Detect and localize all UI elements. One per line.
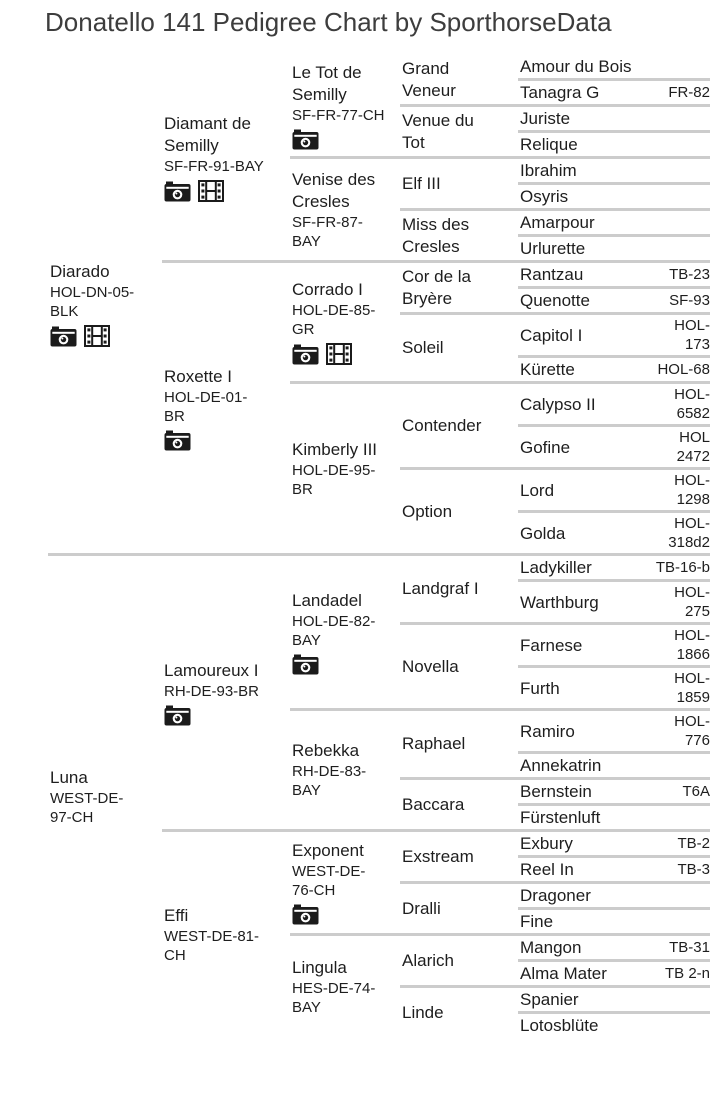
horse-name[interactable]: Corrado I	[292, 280, 363, 299]
pedigree-entry-furstenluft	[518, 806, 710, 829]
pedigree-branch-grand-veneur	[400, 55, 710, 104]
horse-name[interactable]: Lotosblüte	[520, 1016, 599, 1035]
horse-name[interactable]: Fürstenluft	[520, 808, 601, 827]
pedigree-entry-reel-in	[518, 858, 710, 881]
pedigree-entry-ramiro	[518, 711, 710, 751]
pedigree-branch-baccara	[400, 780, 710, 829]
ancestor-group	[400, 263, 710, 381]
pedigree-entry-amarpour	[518, 211, 710, 234]
ancestor-group	[518, 832, 710, 881]
horse-cell-diarado	[48, 55, 162, 553]
horse-cell-landadel	[290, 556, 400, 708]
horse-name[interactable]: Venue du Tot	[402, 110, 474, 152]
horse-name[interactable]: Lingula	[292, 957, 347, 977]
ancestor-group	[518, 470, 710, 553]
horse-name[interactable]: Dragoner	[520, 886, 591, 905]
pedigree-entry-capitol-i	[518, 315, 710, 355]
horse-name[interactable]: Lord	[520, 480, 555, 500]
horse-name[interactable]: Exbury	[520, 834, 573, 853]
pedigree-entry-quenotte	[518, 289, 710, 312]
horse-name[interactable]: Juriste	[520, 109, 571, 128]
pedigree-branch-lamoureux-i	[162, 556, 710, 829]
camera-icon[interactable]	[50, 326, 77, 347]
horse-name[interactable]: Venise des Cresles	[292, 169, 376, 211]
pedigree-branch-luna	[48, 556, 710, 1037]
pedigree-chart	[48, 55, 710, 1037]
horse-name[interactable]: Bernstein	[520, 782, 592, 801]
horse-reg-code: HOL-DE-95-BR	[292, 461, 376, 498]
horse-reg-code: WEST-DE-97-CH	[50, 789, 124, 826]
pedigree-entry-urlurette	[518, 237, 710, 260]
ancestor-group	[400, 711, 710, 829]
horse-cell-elf-iii	[400, 159, 518, 208]
ancestor-group	[400, 556, 710, 708]
horse-reg-code: HOL-1866	[674, 627, 710, 663]
horse-reg-code: HOL-776	[674, 713, 710, 749]
horse-reg-code: HOL-DE-85-GR	[292, 302, 376, 338]
ancestor-group	[518, 384, 710, 467]
pedigree-branch-option	[400, 470, 710, 553]
horse-reg-code: SF-FR-77-CH	[292, 106, 385, 124]
camera-icon[interactable]	[292, 654, 319, 675]
horse-cell-dralli	[400, 884, 518, 933]
film-icon[interactable]	[326, 343, 352, 365]
horse-name[interactable]: Osyris	[520, 187, 569, 206]
horse-name[interactable]: Rantzau	[520, 265, 584, 284]
ancestor-group	[400, 384, 710, 553]
horse-name[interactable]: Rebekka	[292, 741, 360, 760]
pedigree-entry-dragoner	[518, 884, 710, 907]
pedigree-entry-farnese	[518, 625, 710, 665]
horse-cell-rebekka	[290, 711, 400, 829]
horse-reg-code: HOL-DE-01-BR	[164, 388, 248, 425]
pedigree-entry-amour-du-bois	[518, 55, 710, 78]
pedigree-entry-calypso-ii	[518, 384, 710, 424]
ancestor-group	[518, 55, 710, 104]
horse-name[interactable]: Relique	[520, 135, 578, 154]
horse-cell-exponent	[290, 832, 400, 933]
horse-name[interactable]: Miss des Cresles	[402, 214, 470, 256]
horse-name[interactable]: Dralli	[402, 898, 441, 918]
horse-cell-contender	[400, 384, 518, 467]
horse-name[interactable]: Soleil	[402, 338, 444, 357]
ancestor-group	[518, 988, 710, 1037]
ancestor-group	[518, 107, 710, 156]
horse-reg-code: HOL-275	[674, 584, 710, 620]
horse-name[interactable]: Luna	[50, 767, 88, 787]
horse-cell-soleil	[400, 315, 518, 381]
pedigree-entry-lotosblute	[518, 1014, 710, 1037]
media-icons	[292, 654, 319, 675]
horse-reg-code: HOL-68	[657, 361, 710, 378]
pedigree-entry-furth	[518, 668, 710, 708]
horse-name[interactable]: Exstream	[402, 846, 474, 866]
horse-reg-code: TB-16-b	[655, 559, 710, 576]
pedigree-entry-osyris	[518, 185, 710, 208]
horse-cell-effi	[162, 832, 290, 1037]
pedigree-branch-landadel	[290, 556, 710, 708]
horse-cell-exstream	[400, 832, 518, 881]
pedigree-entry-relique	[518, 133, 710, 156]
horse-cell-corrado-i	[290, 263, 400, 381]
pedigree-entry-bernstein	[518, 780, 710, 803]
horse-reg-code: HOL-1859	[674, 670, 710, 706]
horse-name[interactable]: Reel In	[520, 860, 574, 879]
ancestor-group	[518, 780, 710, 829]
horse-name[interactable]: Farnese	[520, 635, 583, 655]
horse-cell-venise-des-cresles	[290, 159, 400, 260]
horse-name[interactable]: Urlurette	[520, 239, 586, 258]
horse-cell-le-tot-de-semilly	[290, 55, 400, 156]
horse-reg-code: WEST-DE-76-CH	[292, 863, 366, 899]
pedigree-branch-diarado	[48, 55, 710, 553]
horse-reg-code: HOL-173	[674, 317, 710, 353]
camera-icon[interactable]	[164, 181, 191, 202]
camera-icon[interactable]	[164, 430, 191, 451]
horse-name[interactable]: Mangon	[520, 938, 582, 957]
horse-reg-code: RH-DE-83-BAY	[292, 763, 367, 799]
pedigree-entry-warthburg	[518, 582, 710, 622]
pedigree-entry-golda	[518, 513, 710, 553]
media-icons	[164, 430, 191, 451]
horse-name[interactable]: Landadel	[292, 590, 362, 610]
horse-reg-code: HOL 2472	[676, 429, 710, 465]
horse-cell-grand-veneur	[400, 55, 518, 104]
pedigree-entry-annekatrin	[518, 754, 710, 777]
pedigree-branch-alarich	[400, 936, 710, 985]
ancestor-group	[518, 263, 710, 312]
horse-reg-code: HOL-DE-82-BAY	[292, 612, 376, 649]
horse-cell-luna	[48, 556, 162, 1037]
horse-reg-code: TB-23	[669, 266, 710, 283]
pedigree-branch-cor-de-la-bryere	[400, 263, 710, 312]
pedigree-branch-lingula	[290, 936, 710, 1037]
horse-cell-alarich	[400, 936, 518, 985]
pedigree-entry-tanagra-g	[518, 81, 710, 104]
pedigree-entry-rantzau	[518, 263, 710, 286]
horse-reg-code: T6A	[682, 783, 710, 800]
ancestor-group	[518, 159, 710, 208]
pedigree-entry-exbury	[518, 832, 710, 855]
horse-reg-code: TB-31	[669, 939, 710, 956]
horse-name[interactable]: Exponent	[292, 841, 364, 860]
horse-name[interactable]: Ladykiller	[520, 558, 592, 577]
camera-icon[interactable]	[292, 904, 319, 925]
pedigree-branch-rebekka	[290, 711, 710, 829]
pedigree-branch-venue-du-tot	[400, 107, 710, 156]
horse-name[interactable]: Lamoureux I	[164, 660, 259, 680]
page-title: Donatello 141 Pedigree Chart by SporthorseData	[45, 7, 612, 37]
pedigree-branch-elf-iii	[400, 159, 710, 208]
horse-reg-code: HOL-DN-05-BLK	[50, 284, 135, 320]
horse-reg-code: FR-82	[668, 84, 710, 101]
ancestor-group	[400, 159, 710, 260]
horse-cell-novella	[400, 625, 518, 708]
horse-name[interactable]: Gofine	[520, 437, 571, 457]
horse-name[interactable]: Ibrahim	[520, 161, 577, 180]
horse-name[interactable]: Warthburg	[520, 592, 599, 612]
horse-reg-code: TB-2	[677, 835, 710, 852]
pedigree-branch-diamant-de-semilly	[162, 55, 710, 260]
ancestor-group	[518, 884, 710, 933]
horse-reg-code: HOL-6582	[674, 386, 710, 422]
horse-name[interactable]: Kürette	[520, 360, 575, 379]
pedigree-entry-fine	[518, 910, 710, 933]
horse-reg-code: RH-DE-93-BR	[164, 682, 260, 700]
horse-name[interactable]: Calypso II	[520, 394, 596, 414]
pedigree-branch-corrado-i	[290, 263, 710, 381]
horse-name[interactable]: Effi	[164, 905, 189, 925]
horse-name[interactable]: Fine	[520, 912, 554, 931]
horse-cell-cor-de-la-bryere	[400, 263, 518, 312]
horse-name[interactable]: Le Tot de Semilly	[292, 62, 362, 104]
media-icons	[292, 343, 352, 365]
pedigree-branch-le-tot-de-semilly	[290, 55, 710, 156]
horse-name[interactable]: Alarich	[402, 950, 454, 970]
ancestor-group	[290, 556, 710, 829]
horse-reg-code: SF-FR-87-BAY	[292, 213, 363, 250]
ancestor-group	[518, 936, 710, 985]
pedigree-branch-exstream	[400, 832, 710, 881]
horse-name[interactable]: Capitol I	[520, 325, 583, 345]
horse-name[interactable]: Linde	[402, 1002, 444, 1022]
pedigree-branch-effi	[162, 832, 710, 1037]
pedigree-branch-miss-des-cresles	[400, 211, 710, 260]
horse-name[interactable]: Elf III	[402, 173, 441, 193]
horse-cell-linde	[400, 988, 518, 1037]
horse-name[interactable]: Raphael	[402, 734, 466, 753]
pedigree-branch-roxette-i	[162, 263, 710, 553]
ancestor-group	[518, 315, 710, 381]
pedigree-entry-gofine	[518, 427, 710, 467]
horse-name[interactable]: Diarado	[50, 262, 110, 281]
horse-name[interactable]: Novella	[402, 656, 459, 676]
horse-reg-code: WEST-DE-81-CH	[164, 927, 260, 964]
ancestor-group	[518, 625, 710, 708]
horse-name[interactable]: Tanagra G	[520, 83, 600, 102]
camera-icon[interactable]	[292, 129, 319, 150]
film-icon[interactable]	[198, 180, 224, 202]
horse-name[interactable]: Alma Mater	[520, 964, 607, 983]
pedigree-branch-landgraf-i	[400, 556, 710, 622]
horse-cell-option	[400, 470, 518, 553]
horse-name[interactable]: Annekatrin	[520, 756, 602, 775]
horse-cell-roxette-i	[162, 263, 290, 553]
pedigree-branch-dralli	[400, 884, 710, 933]
ancestor-group	[290, 832, 710, 1037]
horse-name[interactable]: Grand Veneur	[402, 58, 456, 100]
pedigree-branch-venise-des-cresles	[290, 159, 710, 260]
horse-name[interactable]: Diamant de Semilly	[164, 114, 251, 155]
camera-icon[interactable]	[292, 344, 319, 365]
horse-name[interactable]: Landgraf I	[402, 579, 479, 598]
horse-name[interactable]: Option	[402, 501, 453, 521]
ancestor-group	[290, 55, 710, 260]
horse-name[interactable]: Spanier	[520, 990, 579, 1009]
pedigree-branch-novella	[400, 625, 710, 708]
pedigree-entry-ladykiller	[518, 556, 710, 579]
media-icons	[164, 705, 191, 726]
horse-name[interactable]: Furth	[520, 678, 560, 698]
horse-name[interactable]: Golda	[520, 523, 566, 543]
film-icon[interactable]	[84, 325, 110, 347]
ancestor-group	[162, 556, 710, 1037]
pedigree-entry-juriste	[518, 107, 710, 130]
ancestor-group	[290, 263, 710, 553]
horse-cell-venue-du-tot	[400, 107, 518, 156]
horse-cell-lamoureux-i	[162, 556, 290, 829]
ancestor-group	[518, 711, 710, 777]
horse-reg-code: SF-FR-91-BAY	[164, 158, 264, 175]
horse-cell-lingula	[290, 936, 400, 1037]
horse-reg-code: SF-93	[669, 292, 710, 309]
horse-reg-code: HOL-1298	[674, 472, 710, 508]
horse-name[interactable]: Ramiro	[520, 721, 575, 741]
media-icons	[292, 129, 319, 150]
pedigree-branch-kimberly-iii	[290, 384, 710, 553]
ancestor-group	[400, 832, 710, 933]
pedigree-entry-alma-mater	[518, 962, 710, 985]
horse-name[interactable]: Quenotte	[520, 291, 590, 310]
horse-reg-code: HES-DE-74-BAY	[292, 979, 376, 1016]
horse-cell-miss-des-cresles	[400, 211, 518, 260]
camera-icon[interactable]	[164, 705, 191, 726]
pedigree-branch-raphael	[400, 711, 710, 777]
pedigree-branch-contender	[400, 384, 710, 467]
pedigree-entry-ibrahim	[518, 159, 710, 182]
media-icons	[164, 180, 224, 202]
media-icons	[50, 325, 110, 347]
horse-cell-diamant-de-semilly	[162, 55, 290, 260]
pedigree-entry-spanier	[518, 988, 710, 1011]
media-icons	[292, 904, 319, 925]
horse-reg-code: HOL-318d2	[668, 515, 710, 551]
horse-cell-kimberly-iii	[290, 384, 400, 553]
horse-name[interactable]: Cor de la Bryère	[402, 266, 471, 308]
ancestor-group	[518, 556, 710, 622]
horse-cell-baccara	[400, 780, 518, 829]
pedigree-entry-kurette	[518, 358, 710, 381]
ancestor-group	[400, 55, 710, 156]
pedigree-branch-exponent	[290, 832, 710, 933]
pedigree-entry-mangon	[518, 936, 710, 959]
pedigree-entry-lord	[518, 470, 710, 510]
horse-name[interactable]: Kimberly III	[292, 439, 378, 459]
horse-cell-raphael	[400, 711, 518, 777]
horse-name[interactable]: Baccara	[402, 794, 465, 814]
ancestor-group	[518, 211, 710, 260]
pedigree-branch-soleil	[400, 315, 710, 381]
horse-name[interactable]: Amarpour	[520, 213, 595, 232]
horse-reg-code: TB-3	[677, 861, 710, 878]
ancestor-group	[400, 936, 710, 1037]
horse-reg-code: TB 2-n	[664, 965, 710, 982]
horse-name[interactable]: Contender	[402, 415, 482, 435]
horse-cell-landgraf-i	[400, 556, 518, 622]
horse-name[interactable]: Amour du Bois	[520, 57, 632, 76]
horse-name[interactable]: Roxette I	[164, 366, 233, 386]
ancestor-group	[162, 55, 710, 553]
pedigree-branch-linde	[400, 988, 710, 1037]
